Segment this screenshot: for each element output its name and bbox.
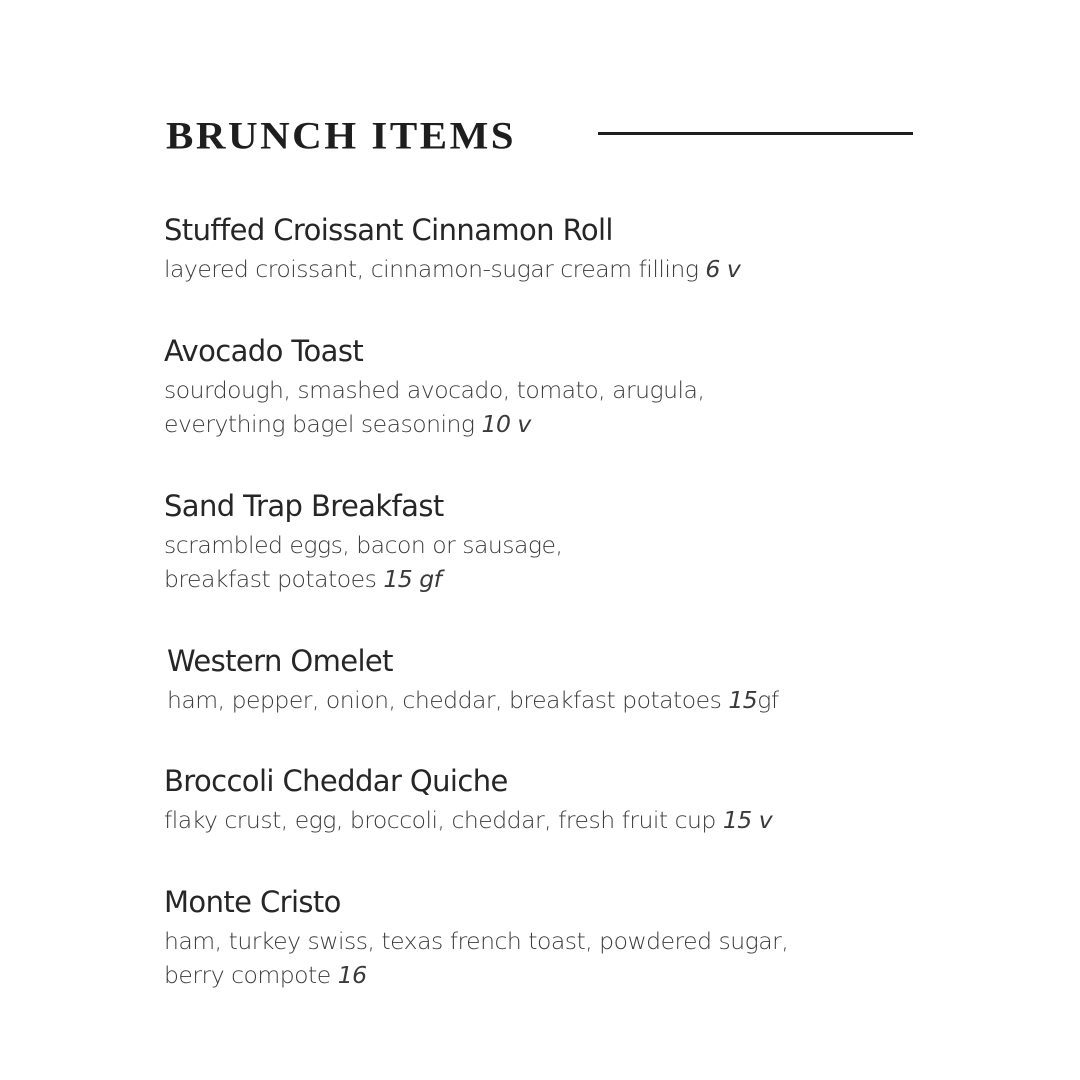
menu-item (164, 212, 924, 286)
section-divider-rule (598, 132, 913, 135)
item-name: Stuffed Croissant Cinnamon Roll (164, 213, 613, 247)
item-description (164, 803, 924, 837)
item-description-line: breakfast potatoes (164, 565, 377, 593)
item-description-line: ham, pepper, onion, cheddar, breakfast potatoes (167, 686, 722, 714)
item-description-line: sourdough, smashed avocado, tomato, arugula, (164, 376, 705, 404)
item-description-line: scrambled eggs, bacon or sausage, (164, 531, 563, 559)
item-price: 10 (481, 410, 511, 438)
item-price: 15 (728, 686, 758, 714)
section-header (164, 110, 924, 160)
item-price: 6 (705, 255, 720, 283)
item-description (164, 528, 924, 596)
item-name: Sand Trap Breakfast (164, 489, 444, 523)
item-description (167, 683, 927, 717)
menu-item (164, 763, 924, 837)
menu-item (164, 884, 924, 992)
item-price: 15 (722, 806, 752, 834)
item-name: Avocado Toast (164, 334, 364, 368)
item-description-line: ham, turkey swiss, texas french toast, powdered sugar, (164, 927, 789, 955)
item-name: Monte Cristo (164, 885, 341, 919)
menu-item (164, 488, 924, 596)
item-dietary-tag: v (517, 410, 531, 438)
item-description-line: layered croissant, cinnamon-sugar cream filling (164, 255, 699, 283)
item-dietary-tag: v (758, 806, 773, 834)
item-description (164, 924, 924, 992)
item-price: 15 (383, 565, 413, 593)
item-description-line: flaky crust, egg, broccoli, cheddar, fresh fruit cup (164, 806, 716, 834)
item-description-line: everything bagel seasoning (164, 410, 475, 438)
item-description (164, 373, 924, 441)
item-price: 16 (337, 961, 367, 989)
item-description-line: berry compote (164, 961, 331, 989)
item-dietary-tag: v (726, 255, 741, 283)
menu-item (167, 643, 927, 717)
item-name: Western Omelet (167, 644, 393, 678)
menu-item (164, 333, 924, 441)
section-title: BRUNCH ITEMS (166, 113, 517, 157)
item-dietary-tag: gf (419, 565, 442, 593)
item-name: Broccoli Cheddar Quiche (164, 764, 508, 798)
item-dietary-tag: gf (757, 686, 779, 714)
item-description (164, 252, 924, 286)
